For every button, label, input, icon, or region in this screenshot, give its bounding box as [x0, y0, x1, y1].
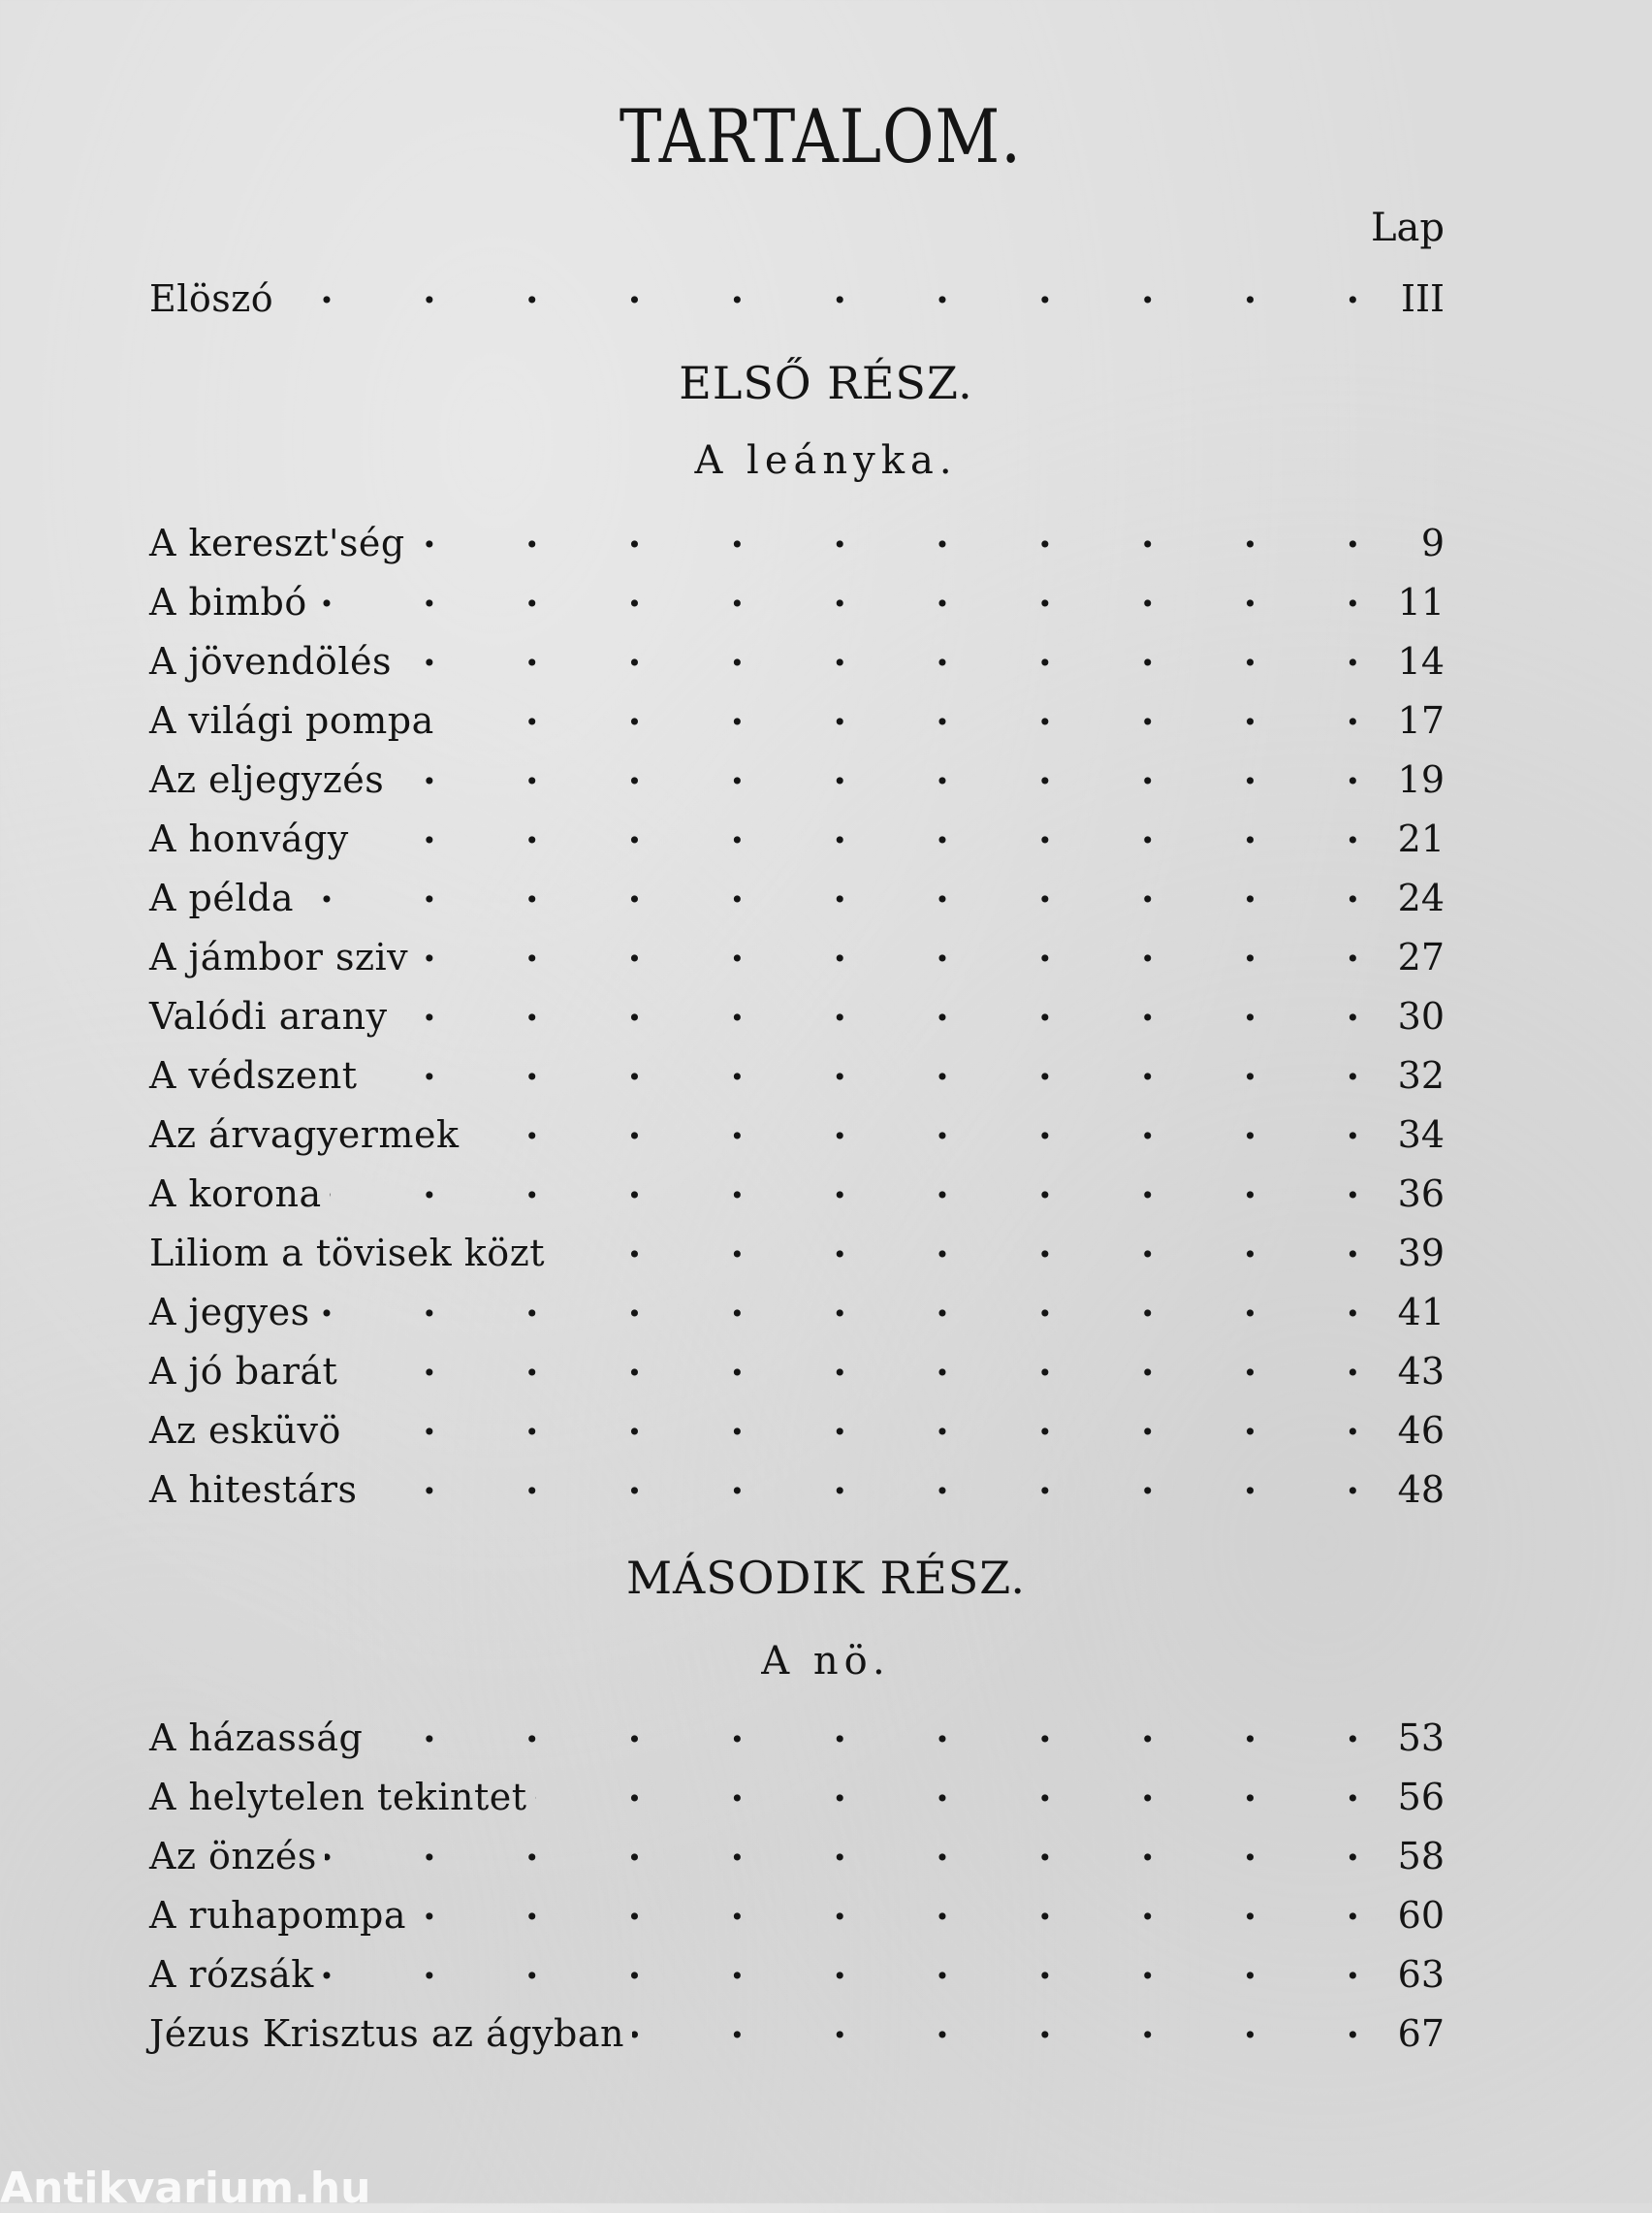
entry-label: A példa	[149, 877, 294, 919]
entry-label: Az esküvö	[149, 1409, 341, 1452]
leader-dots	[365, 1459, 1360, 1502]
leader-dots	[392, 749, 1359, 792]
page-column-label: Lap	[1370, 206, 1445, 250]
entry-page: 11	[1397, 581, 1445, 624]
toc-entry	[149, 1766, 1445, 1816]
leader-dots	[322, 1943, 1359, 1987]
entry-label: A jövendölés	[149, 640, 392, 683]
entry-page: 14	[1397, 640, 1445, 683]
entry-page: 39	[1397, 1232, 1445, 1274]
toc-entry	[149, 808, 1445, 858]
entry-label: A jegyes	[149, 1291, 310, 1333]
entry-page: 34	[1397, 1113, 1445, 1156]
entry-label: A helytelen tekintet	[149, 1776, 527, 1818]
entry-label: A ruhapompa	[149, 1894, 407, 1937]
entry-page: III	[1400, 277, 1445, 320]
leader-dots	[370, 1707, 1359, 1750]
part1-subheading: A leányka.	[694, 438, 958, 483]
entry-label: A honvágy	[149, 818, 349, 860]
entry-label: Valódi arany	[149, 995, 388, 1038]
toc-entry	[149, 1104, 1445, 1154]
entry-page: 46	[1397, 1409, 1445, 1452]
entry-label: A rózsák	[149, 1953, 314, 1996]
entry-page: 30	[1397, 995, 1445, 1038]
entry-label: Az önzés	[149, 1835, 317, 1877]
part1-heading: ELSŐ RÉSZ.	[679, 357, 973, 409]
toc-entry	[149, 1399, 1445, 1450]
entry-page: 32	[1397, 1054, 1445, 1097]
entry-page: 60	[1397, 1894, 1445, 1937]
leader-dots	[357, 808, 1359, 851]
toc-entry	[149, 1459, 1445, 1509]
entry-page: 36	[1397, 1172, 1445, 1215]
entry-page: 43	[1397, 1350, 1445, 1393]
toc-entry	[149, 749, 1445, 799]
entry-label: Jézus Krisztus az ágyban	[149, 2012, 625, 2055]
entry-page: 27	[1397, 936, 1445, 978]
entry-label: A védszent	[149, 1054, 358, 1097]
toc-entry	[149, 1340, 1445, 1391]
toc-entry	[149, 926, 1445, 977]
entry-page: 17	[1397, 699, 1445, 742]
toc-entry	[149, 1281, 1445, 1331]
entry-page: 9	[1420, 522, 1445, 564]
leader-dots	[281, 268, 1359, 311]
leader-dots	[632, 2003, 1359, 2046]
entry-label: A hitestárs	[149, 1468, 358, 1511]
toc-entry	[149, 1044, 1445, 1095]
leader-dots	[553, 1222, 1359, 1266]
toc-entry	[149, 2003, 1445, 2053]
toc-entry	[149, 512, 1445, 562]
toc-entry	[149, 690, 1445, 740]
toc-entry	[149, 1943, 1445, 1994]
entry-label: A kereszt'ség	[149, 522, 405, 564]
entry-page: 21	[1397, 818, 1445, 860]
entry-page: 53	[1397, 1716, 1445, 1759]
entry-label: A világi pompa	[149, 699, 434, 742]
toc-entry	[149, 1707, 1445, 1757]
leader-dots	[330, 1163, 1359, 1206]
leader-dots	[416, 926, 1359, 970]
toc-entry	[149, 1163, 1445, 1213]
toc-entry	[149, 985, 1445, 1036]
leader-dots	[315, 571, 1359, 615]
leader-dots	[318, 1281, 1359, 1325]
leader-dots	[414, 1884, 1359, 1928]
entry-label: A házasság	[149, 1716, 364, 1759]
toc-entry-preface	[149, 268, 1445, 318]
entry-label: Az árvagyermek	[149, 1113, 460, 1156]
leader-dots	[466, 1104, 1359, 1147]
entry-page: 48	[1397, 1468, 1445, 1511]
part2-subheading: A nö.	[761, 1639, 891, 1684]
entry-page: 41	[1397, 1291, 1445, 1333]
part2-heading: MÁSODIK RÉSZ.	[625, 1552, 1027, 1604]
entry-label: Liliom a tövisek közt	[149, 1232, 545, 1274]
entry-label: A jámbor sziv	[149, 936, 409, 978]
leader-dots	[535, 1766, 1360, 1810]
entry-page: 63	[1397, 1953, 1445, 1996]
toc-entry	[149, 1884, 1445, 1935]
entry-page: 24	[1397, 877, 1445, 919]
page-title: TARTALOM.	[619, 93, 1022, 179]
toc-entry	[149, 867, 1445, 917]
leader-dots	[413, 512, 1359, 556]
leader-dots	[302, 867, 1359, 911]
leader-dots	[325, 1825, 1359, 1869]
leader-dots	[349, 1399, 1359, 1443]
entry-label: Az eljegyzés	[149, 758, 385, 801]
watermark: Antikvarium.hu	[0, 2164, 371, 2213]
entry-label: A korona	[149, 1172, 322, 1215]
entry-page: 67	[1397, 2012, 1445, 2055]
entry-page: 58	[1397, 1835, 1445, 1877]
leader-dots	[399, 630, 1359, 674]
entry-label: Elöszó	[149, 277, 274, 320]
entry-label: A jó barát	[149, 1350, 338, 1393]
leader-dots	[365, 1044, 1359, 1088]
entry-page: 19	[1397, 758, 1445, 801]
entry-label: A bimbó	[149, 581, 307, 624]
toc-entry	[149, 1825, 1445, 1876]
entry-page: 56	[1397, 1776, 1445, 1818]
leader-dots	[345, 1340, 1359, 1384]
toc-entry	[149, 571, 1445, 622]
toc-entry	[149, 1222, 1445, 1272]
leader-dots	[442, 690, 1359, 733]
leader-dots	[396, 985, 1359, 1029]
toc-entry	[149, 630, 1445, 681]
